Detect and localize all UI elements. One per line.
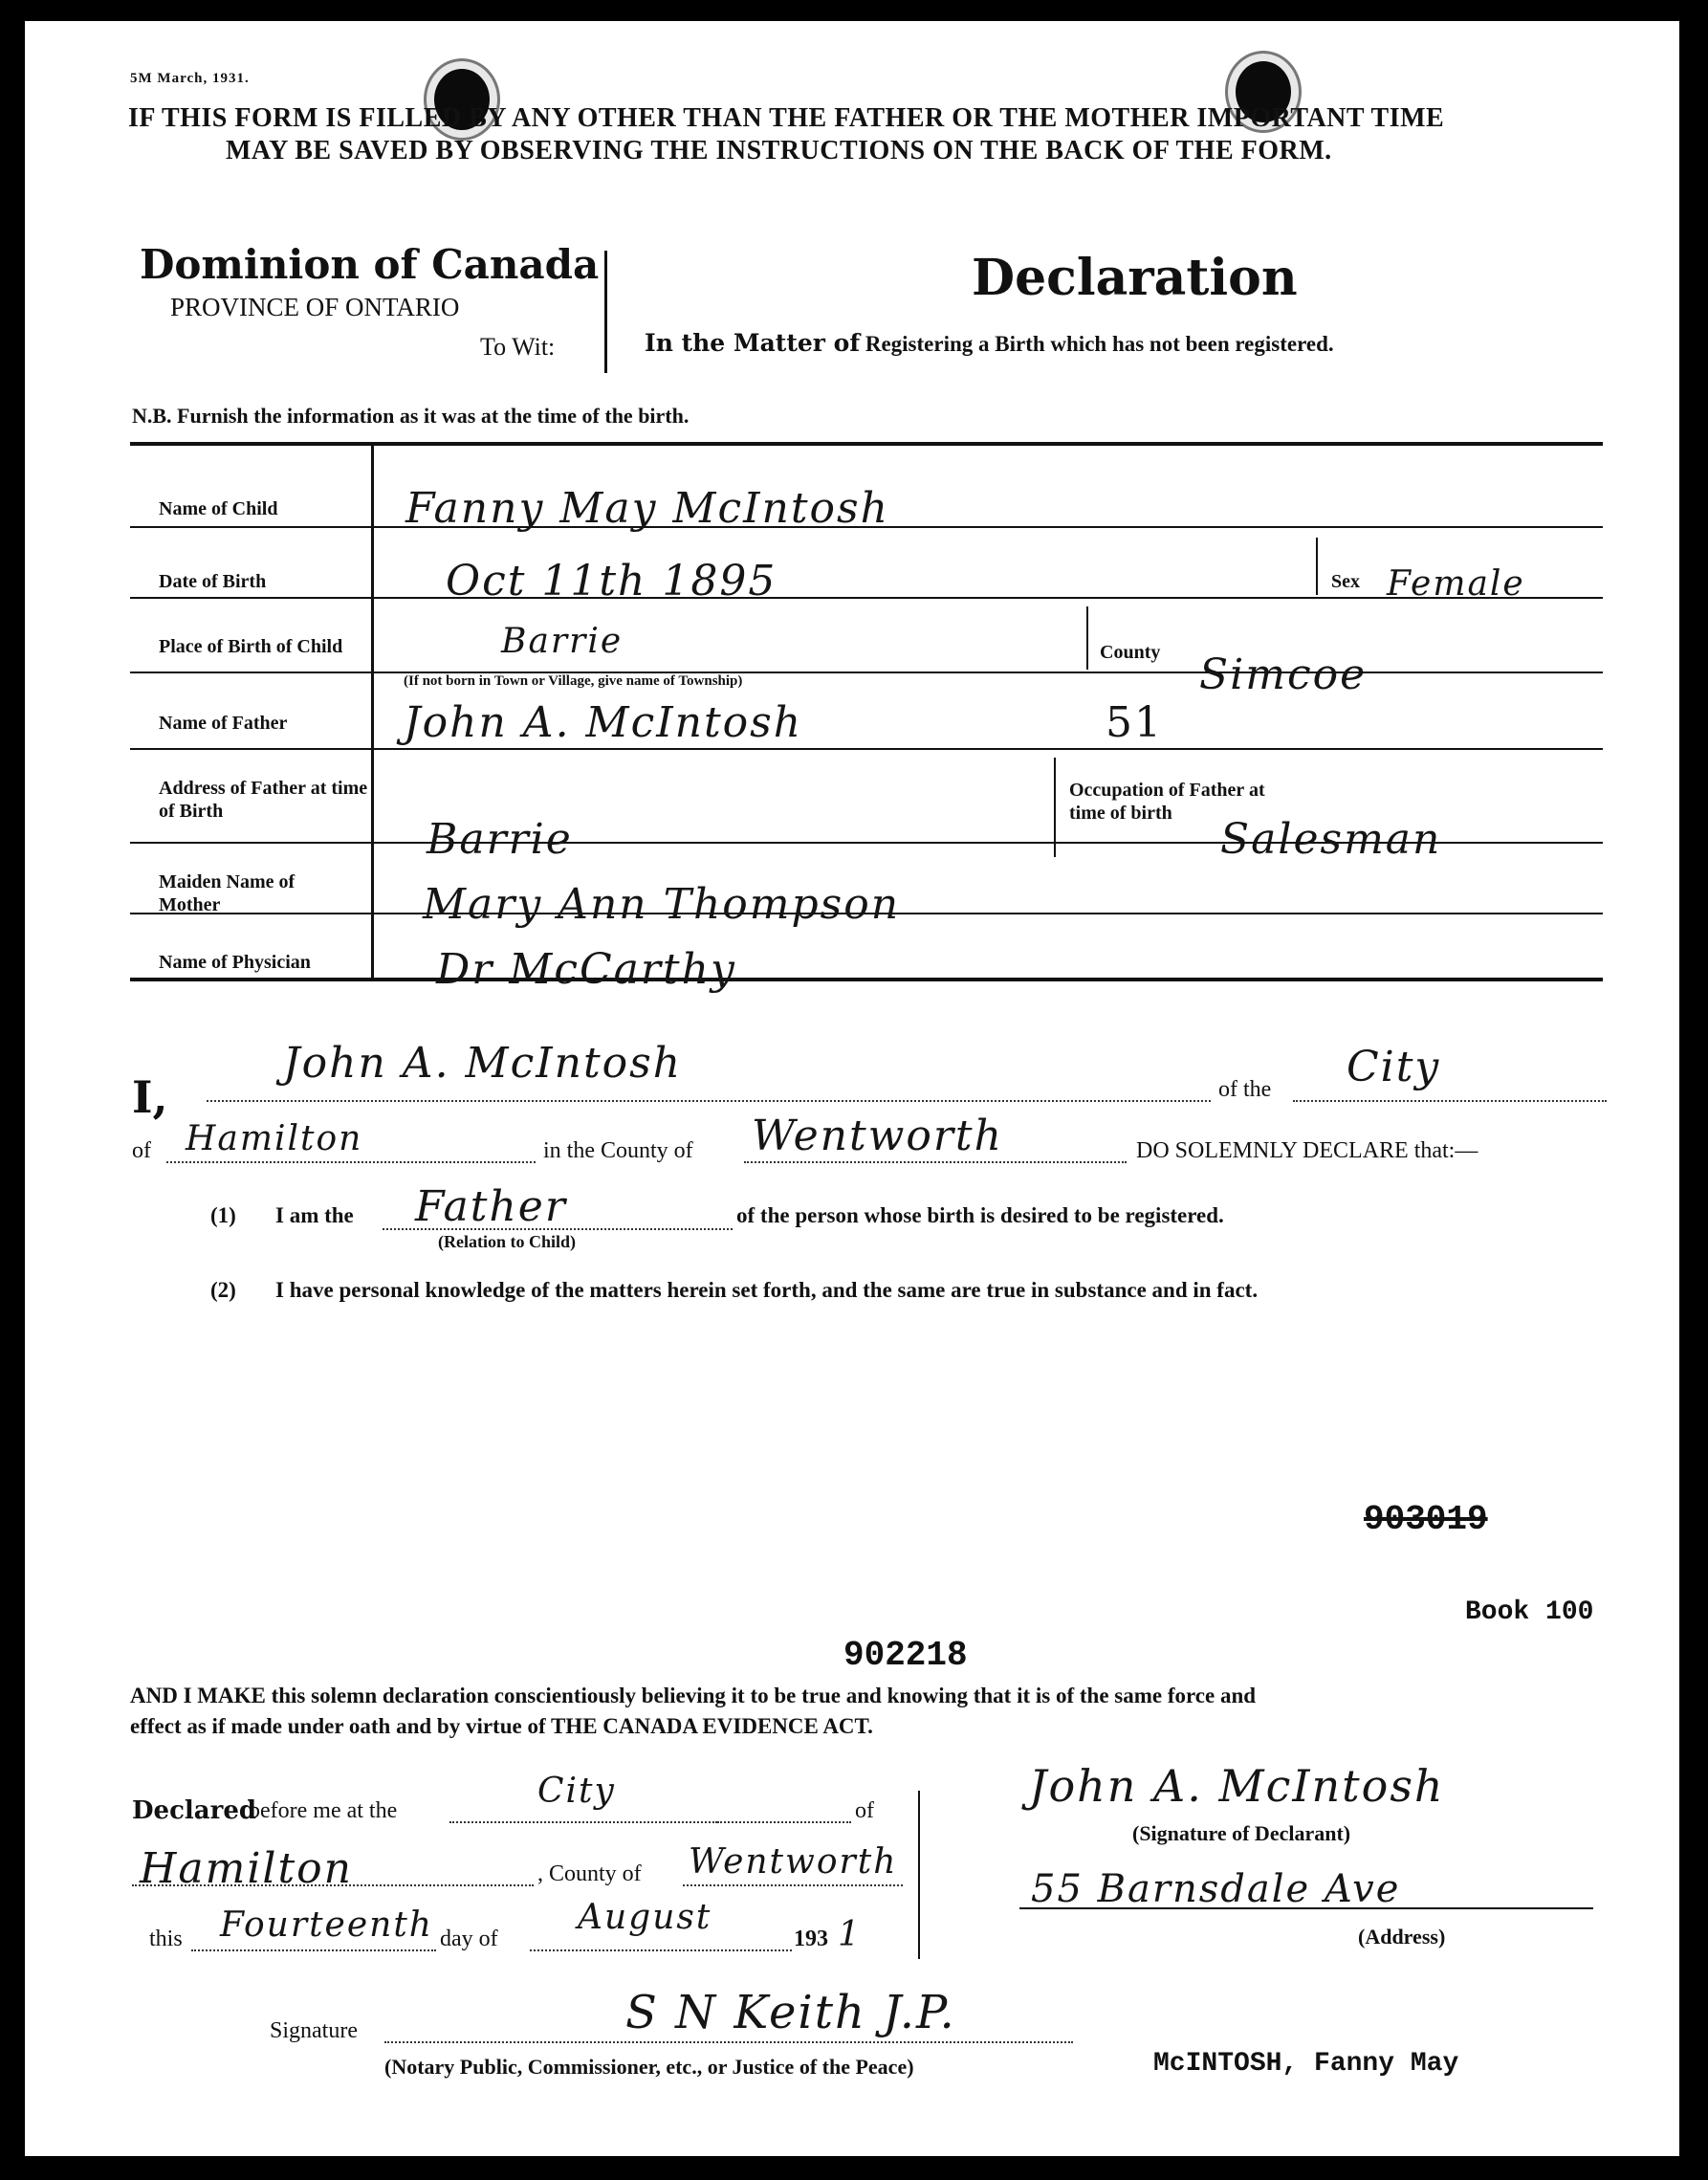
notice-line-2: MAY BE SAVED BY OBSERVING THE INSTRUCTIONS ON THE BACK OF THE FORM.: [226, 136, 1332, 165]
closing-line-2: effect as if made under oath and by virtue of THE CANADA EVIDENCE ACT.: [130, 1714, 873, 1738]
matter-prefix: In the Matter of: [645, 329, 861, 357]
of-label: of: [132, 1138, 151, 1163]
in-county-label: in the County of: [543, 1138, 693, 1163]
form-code: 5M March, 1931.: [130, 71, 250, 86]
year-suffix: 1: [838, 1915, 862, 1954]
dotted-line: [191, 1949, 436, 1951]
item2-number: (2): [210, 1278, 236, 1302]
book-number: Book 100: [1465, 1597, 1594, 1627]
closing-line-1: AND I MAKE this solemn declaration conscientiously believing it to be true and knowing that it is of the same force and: [130, 1684, 1257, 1707]
birth-declaration-form: [25, 21, 1679, 2156]
value-occupation: Salesman: [1220, 815, 1442, 864]
year-prefix: 193: [794, 1927, 828, 1951]
declared-county-label: , County of: [537, 1861, 642, 1886]
declarant-county: Wentworth: [752, 1112, 1003, 1160]
value-sex: Female: [1387, 564, 1525, 604]
label-name-of-father: Name of Father: [159, 713, 288, 734]
row-rule: [130, 748, 1603, 750]
notary-caption: (Notary Public, Commissioner, etc., or Justice of the Peace): [384, 2055, 914, 2079]
notary-signature: S N Keith J.P.: [625, 1986, 956, 2039]
dominion-heading: Dominion of Canada: [140, 241, 600, 288]
of-the-label: of the: [1218, 1077, 1272, 1102]
matter-line: [645, 329, 1334, 357]
declared-city: Hamilton: [140, 1844, 353, 1893]
value-date-of-birth: Oct 11th 1895: [446, 557, 777, 606]
to-wit: To Wit:: [480, 333, 556, 361]
table-bottom-rule: [130, 978, 1603, 981]
value-address-of-father: Barrie: [427, 815, 573, 864]
province-heading: PROVINCE OF ONTARIO: [170, 293, 460, 321]
item1-pre: I am the: [275, 1203, 354, 1227]
table-top-rule: [130, 442, 1603, 446]
nb-note: N.B. Furnish the information as it was at the time of the birth.: [132, 404, 690, 428]
item2-text: I have personal knowledge of the matters herein set forth, and the same are true in substance and in fact.: [275, 1278, 1259, 1302]
declared-word: Declared: [132, 1796, 257, 1825]
address-caption: (Address): [1358, 1925, 1446, 1949]
declarant-name: John A. McIntosh: [283, 1039, 683, 1088]
declaration-i: I,: [132, 1071, 168, 1123]
value-name-of-father: John A. McIntosh: [404, 698, 803, 747]
value-maiden-name: Mary Ann Thompson: [423, 880, 901, 929]
signature-label: Signature: [270, 2018, 358, 2043]
place-note: (If not born in Town or Village, give name of Township): [404, 673, 743, 689]
label-place-of-birth: Place of Birth of Child: [159, 636, 343, 657]
dotted-line: [449, 1821, 717, 1823]
declared-county: Wentworth: [689, 1842, 898, 1882]
index-name: McINTOSH, Fanny May: [1153, 2049, 1459, 2079]
value-physician: Dr McCarthy: [436, 945, 736, 994]
declared-day: Fourteenth: [220, 1905, 433, 1945]
label-name-of-child: Name of Child: [159, 498, 278, 519]
value-name-of-child: Fanny May McIntosh: [405, 484, 889, 533]
declaration-title: Declaration: [972, 249, 1298, 307]
occupation-divider: [1054, 758, 1056, 857]
item1-post: of the person whose birth is desired to be registered.: [736, 1203, 1224, 1227]
day-of-label: day of: [440, 1927, 498, 1951]
sex-divider: [1316, 538, 1318, 595]
this-label: this: [149, 1927, 183, 1951]
notice-line-1: IF THIS FORM IS FILLED BY ANY OTHER THAN THE FATHER OR THE MOTHER IMPORTANT TIME: [128, 103, 1445, 133]
matter-text: Registering a Birth which has not been registered.: [865, 332, 1334, 356]
label-physician: Name of Physician: [159, 952, 311, 973]
solemnly-declare: DO SOLEMNLY DECLARE that:—: [1136, 1138, 1478, 1163]
relation-value: Father: [415, 1182, 567, 1231]
relation-caption: (Relation to Child): [438, 1232, 576, 1251]
value-county: Simcoe: [1199, 650, 1368, 699]
label-county: County: [1100, 642, 1161, 663]
dotted-line: [683, 1884, 903, 1886]
before-me-label: before me at the: [249, 1798, 398, 1823]
label-sex: Sex: [1331, 571, 1360, 592]
declarant-signature-caption: (Signature of Declarant): [1132, 1821, 1351, 1845]
dotted-line: [166, 1161, 536, 1163]
label-date-of-birth: Date of Birth: [159, 571, 267, 592]
declarant-signature: John A. McIntosh: [1029, 1760, 1445, 1812]
declarant-city: Hamilton: [186, 1119, 363, 1158]
declared-of-label: of: [855, 1798, 874, 1823]
label-address-of-father: Address of Father at time of Birth: [159, 778, 368, 822]
dotted-line: [207, 1100, 1211, 1102]
header-divider: [604, 251, 607, 373]
county-divider: [1086, 606, 1088, 670]
label-maiden-name: Maiden Name of Mother: [159, 871, 296, 915]
father-margin-note: 51: [1106, 698, 1163, 747]
dotted-line: [384, 2041, 1073, 2043]
declared-place-type: City: [537, 1772, 616, 1811]
row-rule: [130, 672, 1603, 673]
signature-divider: [918, 1791, 920, 1959]
dotted-line: [744, 1161, 1127, 1163]
value-place-of-birth: Barrie: [501, 622, 624, 661]
dotted-line: [530, 1949, 792, 1951]
row-rule: [130, 597, 1603, 599]
item1-number: (1): [210, 1203, 236, 1227]
registration-number: 902218: [843, 1636, 968, 1675]
dotted-line: [1293, 1100, 1607, 1102]
declarant-address: 55 Barnsdale Ave: [1031, 1867, 1401, 1911]
declarant-place-type: City: [1347, 1043, 1441, 1091]
struck-registration-number: 903019: [1364, 1500, 1488, 1539]
label-occupation: Occupation of Father at time of birth: [1069, 780, 1265, 824]
dotted-line: [717, 1821, 851, 1823]
declared-month: August: [578, 1898, 712, 1937]
